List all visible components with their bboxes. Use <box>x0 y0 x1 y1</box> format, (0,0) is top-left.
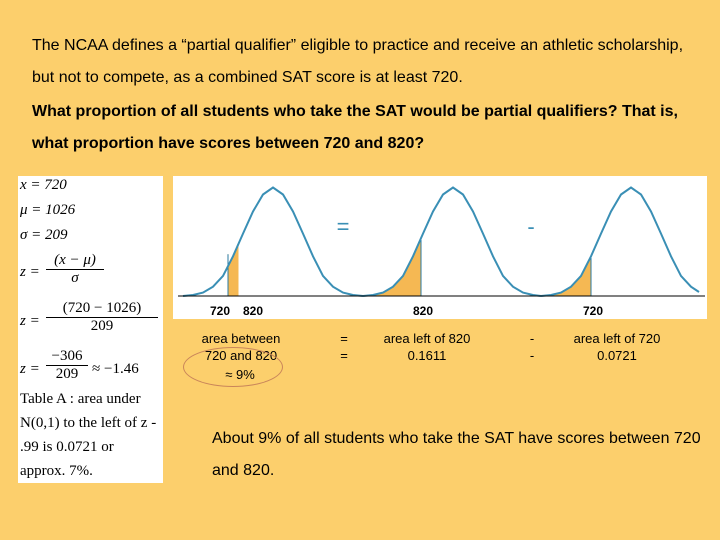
summary-text: About 9% of all students who take the SAT have scores between 720 and 820. <box>212 430 701 479</box>
normal-curves-panel <box>173 176 707 319</box>
equals-operator: = <box>336 214 350 239</box>
area-between-label-2: 720 and 820 <box>204 348 278 363</box>
minus-operator: - <box>527 214 535 239</box>
z-substituted-fraction <box>46 300 158 335</box>
z-formula-lhs: z = <box>20 264 40 280</box>
approx-nine-percent: ≈ 9% <box>225 367 255 382</box>
curve-3-line <box>541 188 699 297</box>
highlight-ellipse <box>183 347 283 387</box>
z-result-lhs: z = <box>20 361 40 377</box>
z-substituted-denominator: 209 <box>46 317 158 335</box>
curve-3-tick-label: 720 <box>582 304 604 318</box>
area-between-label-1: area between <box>201 331 281 346</box>
z-formula-fraction <box>46 252 104 287</box>
curve-1-line <box>183 188 363 297</box>
area-left-820-label: area left of 820 <box>383 331 471 346</box>
intro-text: The NCAA defines a “partial qualifier” eligible to practice and receive an athletic scholarship, but not to compete, as a combined SAT score is at least 720. <box>32 37 684 86</box>
curve-2-line <box>363 188 541 297</box>
curve-2-tick-label: 820 <box>412 304 434 318</box>
z-substituted-numerator: (720 − 1026) <box>62 300 142 316</box>
z-result-denominator: 209 <box>46 365 88 383</box>
calculation-panel <box>18 176 163 483</box>
x-value-line: x = 720 <box>20 177 67 193</box>
sigma-value-line: σ = 209 <box>20 227 68 243</box>
curve-left-of-820 <box>353 188 545 319</box>
curve-1-low-label: 720 <box>209 304 231 318</box>
z-formula-numerator: (x − μ) <box>54 252 96 268</box>
z-result-value: ≈ −1.46 <box>92 361 139 377</box>
z-result-numerator: −306 <box>51 348 83 364</box>
curve-left-of-720 <box>535 188 705 319</box>
z-substituted-lhs: z = <box>20 313 40 329</box>
minus-sign-2: - <box>529 348 535 363</box>
area-left-720-label: area left of 720 <box>573 331 661 346</box>
z-result-fraction <box>46 348 88 383</box>
curve-between-720-820 <box>178 188 368 319</box>
mu-value-line: μ = 1026 <box>20 202 76 218</box>
minus-sign-1: - <box>529 331 535 346</box>
curve-1-shaded-area <box>228 244 238 296</box>
question-text: What proportion of all students who take the SAT would be partial qualifiers? That is, what proportion have scores between 720 and 820? <box>32 103 678 152</box>
area-left-820-value: 0.1611 <box>407 348 447 363</box>
area-left-720-value: 0.0721 <box>597 348 637 363</box>
curve-1-high-label: 820 <box>242 304 264 318</box>
z-formula-denominator: σ <box>46 269 104 287</box>
table-a-note: Table A : area under N(0,1) to the left of z - .99 is 0.0721 or approx. 7%. <box>20 391 157 479</box>
equals-sign-1: = <box>340 331 348 346</box>
equals-sign-2: = <box>340 348 348 363</box>
normal-curves-figure <box>173 176 707 319</box>
